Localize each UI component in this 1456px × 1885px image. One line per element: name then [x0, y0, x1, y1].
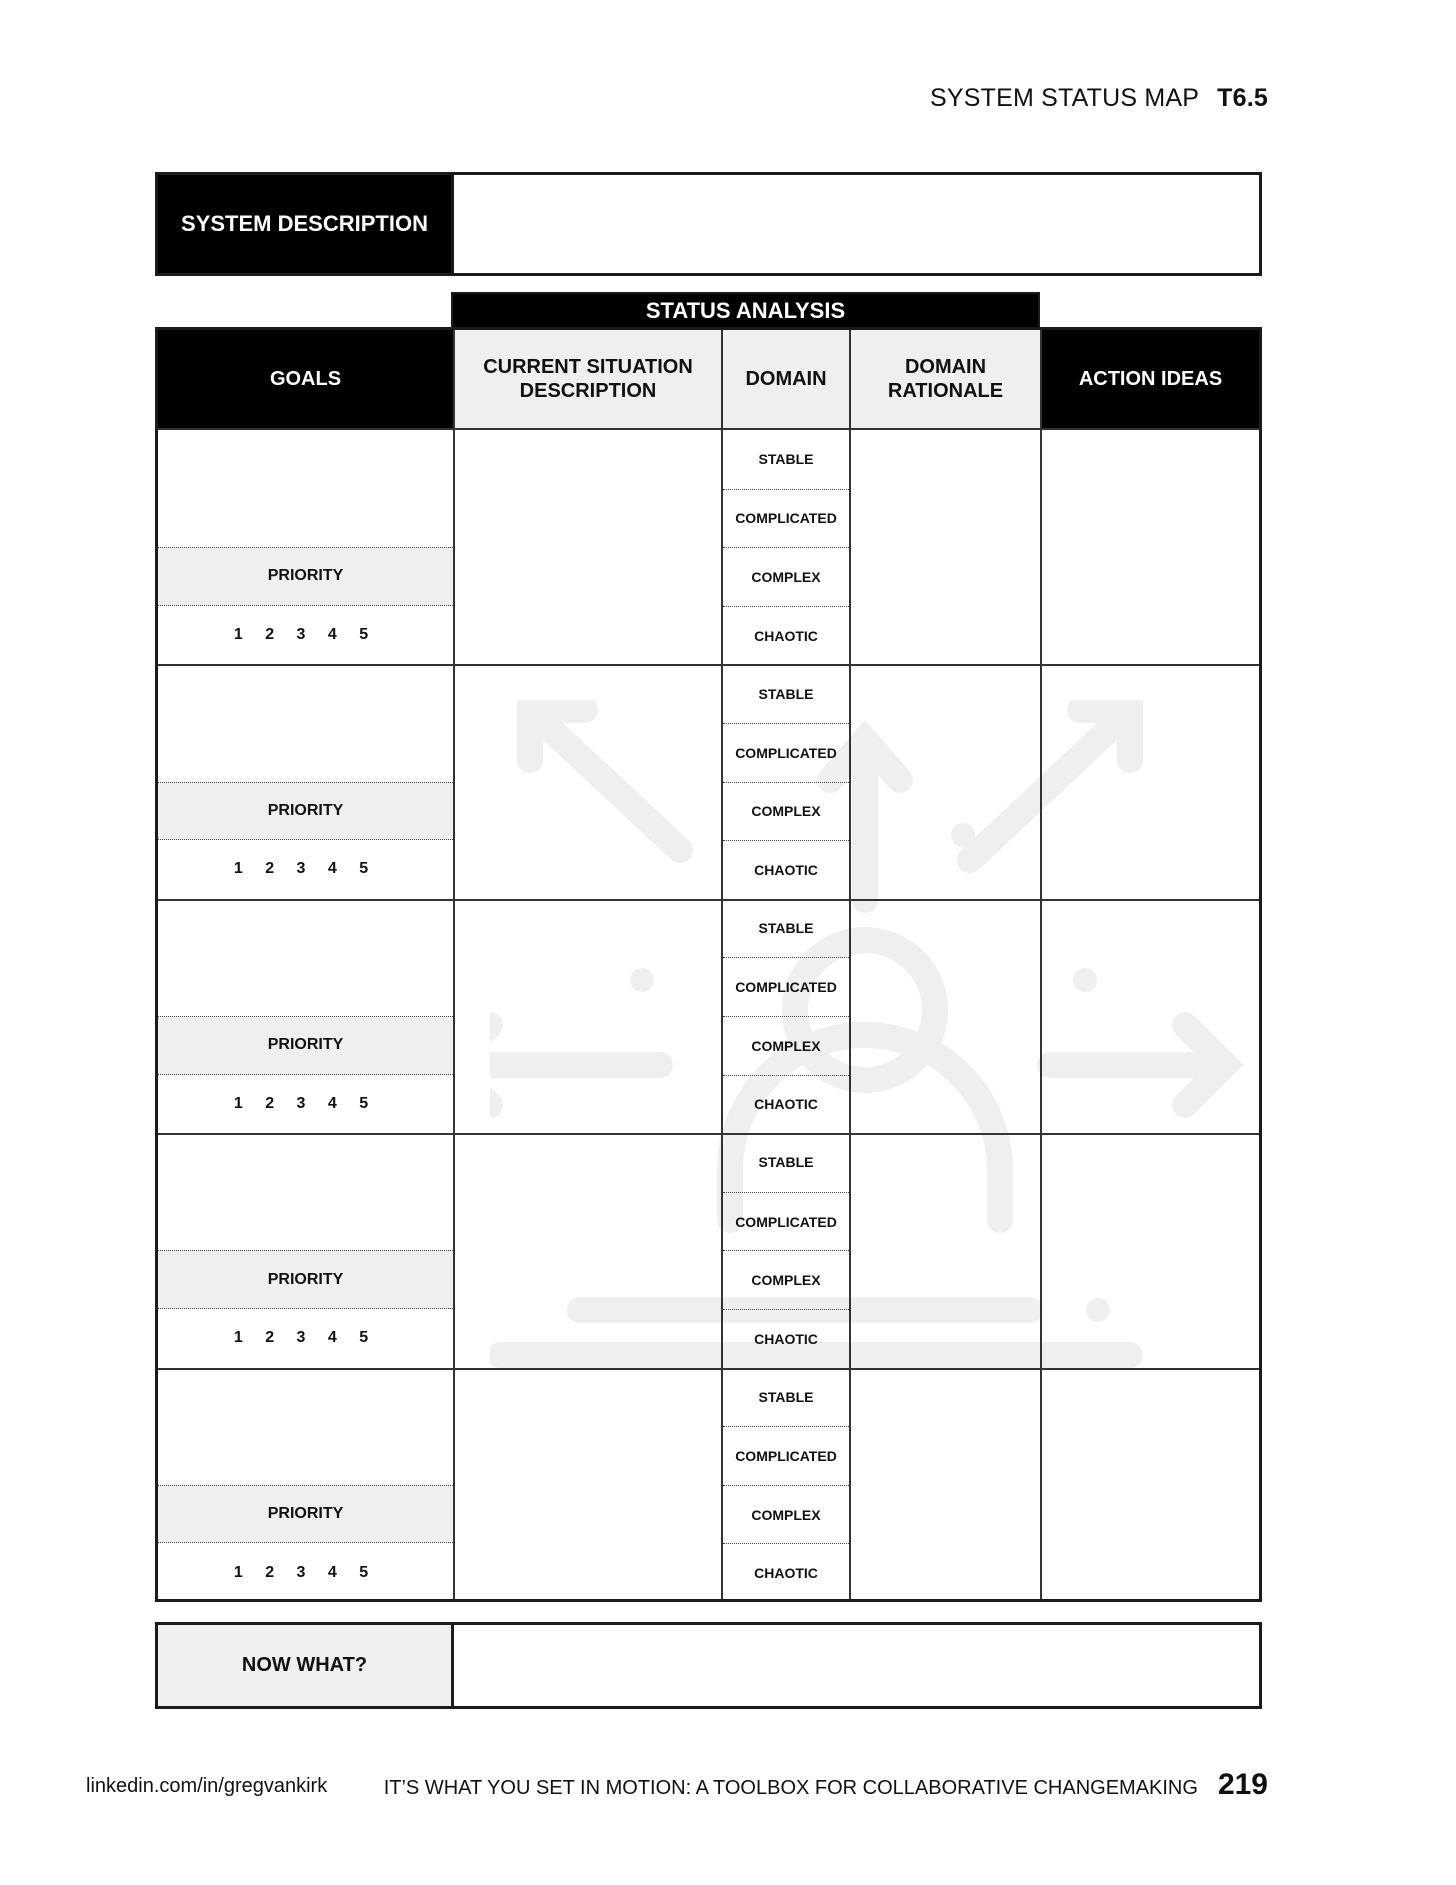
action-ideas-cell[interactable]	[1042, 1133, 1259, 1367]
action-ideas-cell[interactable]	[1042, 1368, 1259, 1602]
priority-scale[interactable]: 1 2 3 4 5	[233, 626, 378, 644]
domain-option-complex[interactable]: COMPLEX	[723, 782, 849, 841]
domain-rationale-cell[interactable]	[851, 1133, 1040, 1367]
goal-input-area[interactable]	[158, 1133, 453, 1250]
domain-option-complicated[interactable]: COMPLICATED	[723, 489, 849, 548]
goal-input-area[interactable]	[158, 430, 453, 547]
current-situation-cell[interactable]	[455, 664, 721, 898]
domain-option-chaotic[interactable]: CHAOTIC	[723, 1075, 849, 1134]
domain-option-complex[interactable]: COMPLEX	[723, 1250, 849, 1309]
author-link[interactable]: linkedin.com/in/gregvankirk	[86, 1775, 328, 1797]
system-description-field[interactable]	[454, 175, 1259, 273]
priority-label: PRIORITY	[158, 782, 453, 841]
domain-option-complicated[interactable]: COMPLICATED	[723, 957, 849, 1016]
domain-option-complex[interactable]: COMPLEX	[723, 1016, 849, 1075]
now-what-label: NOW WHAT?	[158, 1625, 454, 1706]
action-ideas-cell[interactable]	[1042, 430, 1259, 664]
domain-option-chaotic[interactable]: CHAOTIC	[723, 1543, 849, 1602]
domain-option-complex[interactable]: COMPLEX	[723, 1485, 849, 1544]
page-number: 219	[1217, 1768, 1268, 1801]
domain-rationale-header: DOMAIN RATIONALE	[851, 330, 1040, 430]
page-footer	[384, 1768, 1268, 1802]
priority-label: PRIORITY	[158, 1016, 453, 1075]
goal-input-area[interactable]	[158, 899, 453, 1016]
status-analysis-banner: STATUS ANALYSIS	[451, 292, 1040, 329]
domain-option-stable[interactable]: STABLE	[758, 1388, 814, 1405]
current-situation-cell[interactable]	[455, 1133, 721, 1367]
goal-input-area[interactable]	[158, 1368, 453, 1485]
domain-header: DOMAIN	[723, 330, 849, 430]
page-header	[930, 84, 1268, 113]
domain-option-complicated[interactable]: COMPLICATED	[723, 1192, 849, 1251]
domain-rationale-cell[interactable]	[851, 664, 1040, 898]
domain-option-stable[interactable]: STABLE	[758, 1154, 814, 1171]
domain-option-stable[interactable]: STABLE	[758, 451, 814, 468]
current-situation-cell[interactable]	[455, 899, 721, 1133]
goal-input-area[interactable]	[158, 664, 453, 781]
system-description-label: SYSTEM DESCRIPTION	[158, 175, 454, 273]
current-situation-header: CURRENT SITUATION DESCRIPTION	[455, 330, 721, 430]
priority-label: PRIORITY	[158, 547, 453, 606]
goals-header: GOALS	[158, 330, 453, 430]
system-description-box	[155, 172, 1262, 276]
current-situation-cell[interactable]	[455, 430, 721, 664]
action-ideas-header: ACTION IDEAS	[1042, 330, 1259, 430]
priority-scale[interactable]: 1 2 3 4 5	[233, 1563, 378, 1581]
priority-scale[interactable]: 1 2 3 4 5	[233, 1329, 378, 1347]
domain-option-complicated[interactable]: COMPLICATED	[723, 1426, 849, 1485]
action-ideas-cell[interactable]	[1042, 899, 1259, 1133]
tool-title: SYSTEM STATUS MAP	[930, 84, 1200, 112]
action-ideas-cell[interactable]	[1042, 664, 1259, 898]
domain-option-stable[interactable]: STABLE	[758, 920, 814, 937]
domain-rationale-cell[interactable]	[851, 1368, 1040, 1602]
domain-option-chaotic[interactable]: CHAOTIC	[723, 606, 849, 665]
now-what-box	[155, 1622, 1262, 1709]
priority-scale[interactable]: 1 2 3 4 5	[233, 1094, 378, 1112]
current-situation-cell[interactable]	[455, 1368, 721, 1602]
priority-scale[interactable]: 1 2 3 4 5	[233, 860, 378, 878]
priority-label: PRIORITY	[158, 1250, 453, 1309]
priority-label: PRIORITY	[158, 1485, 453, 1544]
domain-option-complex[interactable]: COMPLEX	[723, 547, 849, 606]
domain-option-complicated[interactable]: COMPLICATED	[723, 723, 849, 782]
domain-rationale-cell[interactable]	[851, 899, 1040, 1133]
tool-code: T6.5	[1217, 84, 1268, 112]
now-what-field[interactable]	[454, 1625, 1259, 1706]
book-title: IT’S WHAT YOU SET IN MOTION: A TOOLBOX FOR COLLABORATIVE CHANGEMAKING	[383, 1777, 1198, 1799]
domain-option-chaotic[interactable]: CHAOTIC	[723, 1309, 849, 1368]
domain-option-stable[interactable]: STABLE	[758, 685, 814, 702]
status-map-grid	[155, 327, 1262, 1602]
domain-option-chaotic[interactable]: CHAOTIC	[723, 840, 849, 899]
domain-rationale-cell[interactable]	[851, 430, 1040, 664]
